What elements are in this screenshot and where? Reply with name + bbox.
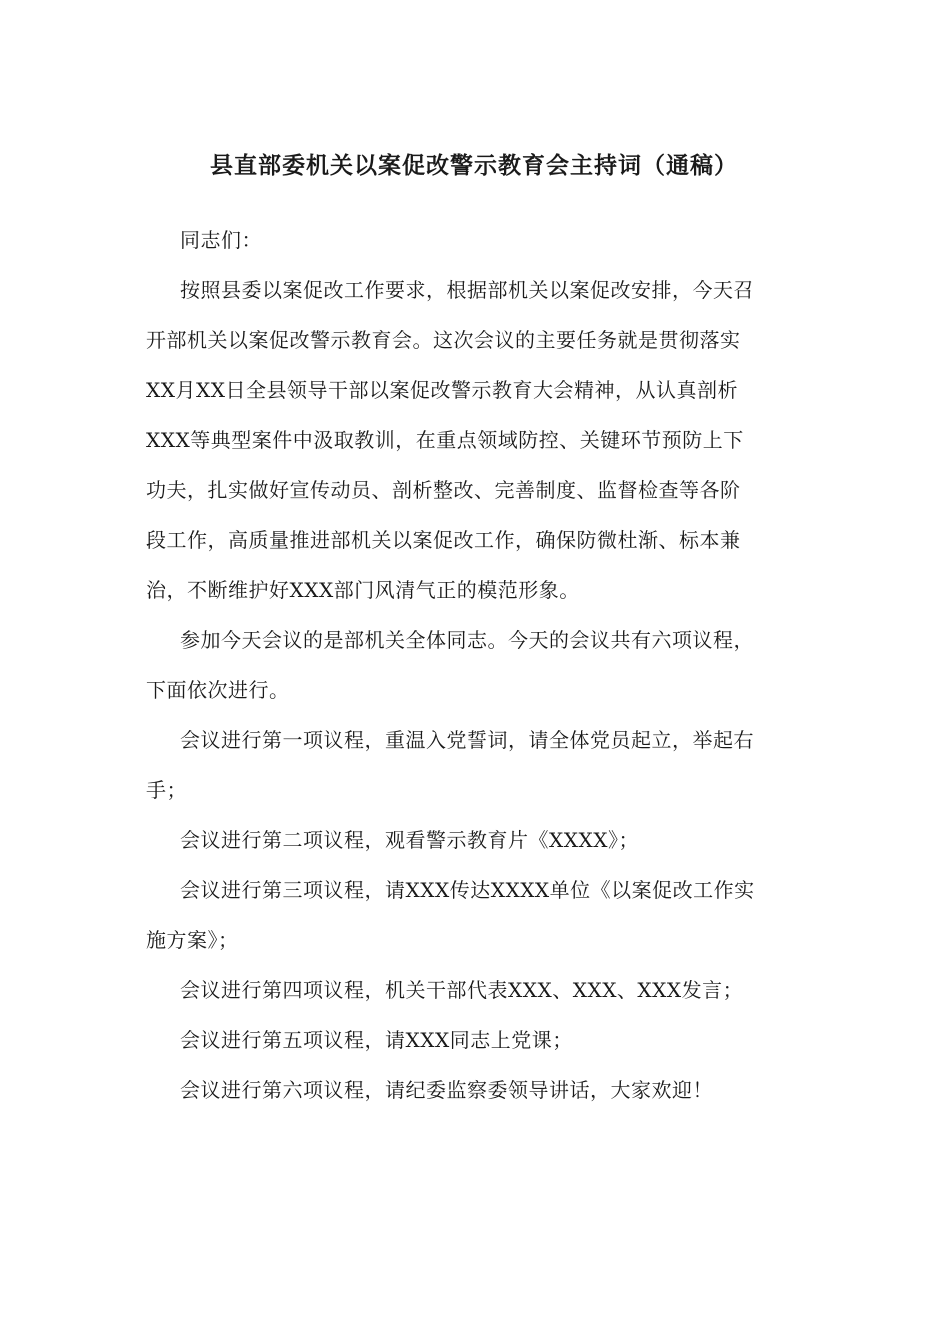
agenda-item-3: [146, 865, 804, 965]
document-title: 县直部委机关以案促改警示教育会主持词（通稿）: [210, 152, 738, 179]
agenda-item-5: [146, 1015, 804, 1065]
paragraph-line: XX月XX日全县领导干部以案促改警示教育大会精神，从认真剖析: [146, 378, 738, 402]
paragraph-line: 会议进行第三项议程，请XXX传达XXXX单位《以案促改工作实: [180, 878, 755, 902]
paragraph-line: 会议进行第一项议程，重温入党誓词，请全体党员起立，举起右: [180, 728, 754, 752]
paragraph-line: 手；: [146, 778, 187, 802]
salutation: 同志们：: [180, 228, 262, 252]
paragraph-2: [146, 615, 804, 715]
paragraph-line: 会议进行第四项议程，机关干部代表XXX、XXX、XXX发言；: [180, 978, 744, 1002]
agenda-item-1: [146, 715, 804, 815]
paragraph-line: 开部机关以案促改警示教育会。这次会议的主要任务就是贯彻落实: [146, 328, 741, 352]
paragraph-line: XXX等典型案件中汲取教训，在重点领域防控、关键环节预防上下: [146, 428, 744, 452]
paragraph-line: 会议进行第二项议程，观看警示教育片《XXXX》；: [180, 828, 639, 852]
agenda-item-2: [146, 815, 804, 865]
paragraph-line: 下面依次进行。: [146, 678, 290, 702]
document-body: [146, 215, 804, 1115]
paragraph-line: 功夫，扎实做好宣传动员、剖析整改、完善制度、监督检查等各阶: [146, 478, 741, 502]
paragraph-line: 会议进行第五项议程，请XXX同志上党课；: [180, 1028, 573, 1052]
paragraph-line: 按照县委以案促改工作要求，根据部机关以案促改安排，今天召: [180, 278, 754, 302]
agenda-item-4: [146, 965, 804, 1015]
paragraph-line: 参加今天会议的是部机关全体同志。今天的会议共有六项议程，: [180, 628, 754, 652]
paragraph-1: [146, 265, 804, 615]
paragraph-line: 治，不断维护好XXX部门风清气正的模范形象。: [146, 578, 580, 602]
paragraph-line: 会议进行第六项议程，请纪委监察委领导讲话，大家欢迎！: [180, 1078, 713, 1102]
agenda-item-6: [146, 1065, 804, 1115]
paragraph-line: 段工作，高质量推进部机关以案促改工作，确保防微杜渐、标本兼: [146, 528, 741, 552]
paragraph-line: 施方案》；: [146, 928, 239, 952]
